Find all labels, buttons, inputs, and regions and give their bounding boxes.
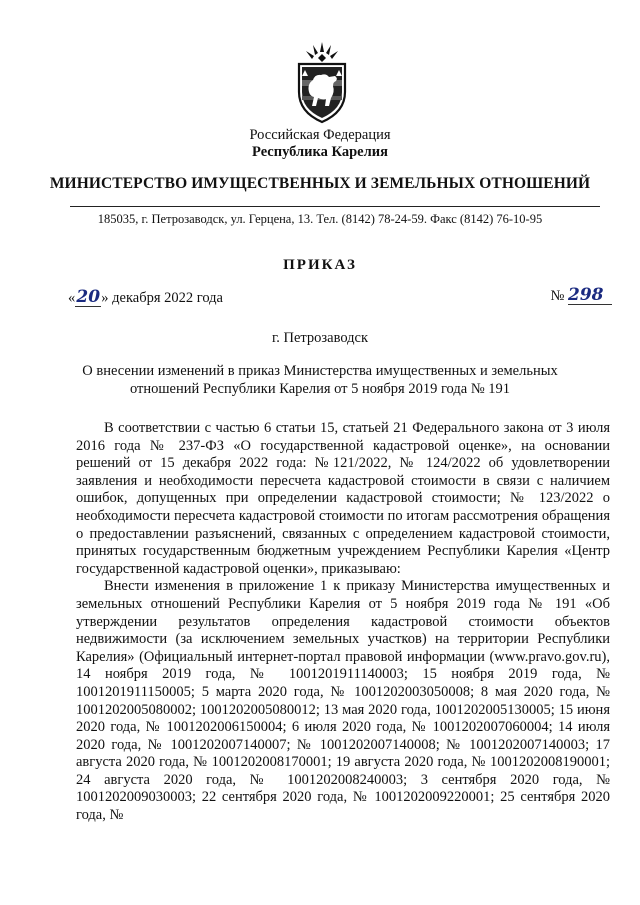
date-close-quote: » bbox=[101, 290, 109, 306]
document-type: ПРИКАЗ bbox=[283, 257, 357, 273]
body-paragraph: В соответствии с частью 6 статьи 15, статьей 21 Федерального закона от 3 июля 2016 года № 237-ФЗ «О государственной кадастровой оценке», на основании решений от 15 декабря 2022 года: №121/2022, № 124/2022 об удовлетворении заявления и необходимости пересчета кадастровой стоимости в связи с наличием ошибок, допущенных при определении кадастровой стоимости; № 123/2022 о необходимости пересчета кадастровой стоимости по итогам рассмотрения обращения о предоставлении разъяснений, связанных с определением кадастровой стоимости, принятых государственным бюджетным учреждением Республики Карелия «Центр государственной кадастровой оценки», приказываю: bbox=[76, 420, 610, 577]
document-date bbox=[68, 287, 223, 307]
karelia-coat-of-arms-icon bbox=[293, 40, 351, 124]
date-day-handwritten: 20 bbox=[76, 287, 101, 307]
number-prefix: № bbox=[550, 288, 565, 304]
header-divider bbox=[70, 206, 600, 207]
number-handwritten: 298 bbox=[568, 288, 612, 305]
republic-name: Республика Карелия bbox=[252, 144, 388, 160]
ministry-address: 185035, г. Петрозаводск, ул. Герцена, 13. Тел. (8142) 78-24-59. Факс (8142) 76-10-95 bbox=[97, 212, 543, 226]
document-subject bbox=[0, 362, 640, 398]
subject-line-1: О внесении изменений в приказ Министерства имущественных и земельных bbox=[82, 363, 558, 379]
date-open-quote: « bbox=[68, 290, 76, 306]
country-name: Российская Федерация bbox=[249, 127, 391, 143]
body-paragraph: Внести изменения в приложение 1 к приказу Министерства имущественных и земельных отношений Республики Карелия от 5 ноября 2019 года № 191 «Об утверждении результатов определения кадастровой стоимости объектов недвижимости (за исключением земельных участков) на территории Республики Карелия» (Официальный интернет-портал правовой информации (www.pravo.gov.ru), 14 ноября 2019 года, № 1001201911140003; 15 ноября 2019 года, № 1001201911150005; 5 марта 2020 года, № 1001202003050008; 8 мая 2020 года, № 1001202005080002; 1001202005080012; 13 мая 2020 года, 1001202005130005; 15 июня 2020 года, № 1001202006150004; 6 июля 2020 года, № 1001202007060004; 14 июля 2020 года, № 1001202007140007; № 1001202007140008; № 1001202007140003; 17 августа 2020 года, № 1001202008170001; 19 августа 2020 года, № 1001202008190001; 24 августа 2020 года, № 1001202008240003; 3 сентября 2020 года, № 1001202009030003; 22 сентября 2020 года, № 1001202009220001; 25 сентября 2020 года, № bbox=[76, 578, 610, 824]
document-body bbox=[76, 420, 610, 825]
subject-line-2: отношений Республики Карелия от 5 ноября 2019 года № 191 bbox=[129, 381, 511, 397]
date-rest: декабря 2022 года bbox=[108, 290, 223, 306]
ministry-name: МИНИСТЕРСТВО ИМУЩЕСТВЕННЫХ И ЗЕМЕЛЬНЫХ ОТНОШЕНИЙ bbox=[49, 175, 591, 192]
document-city: г. Петрозаводск bbox=[271, 330, 369, 346]
document-number bbox=[550, 285, 612, 305]
